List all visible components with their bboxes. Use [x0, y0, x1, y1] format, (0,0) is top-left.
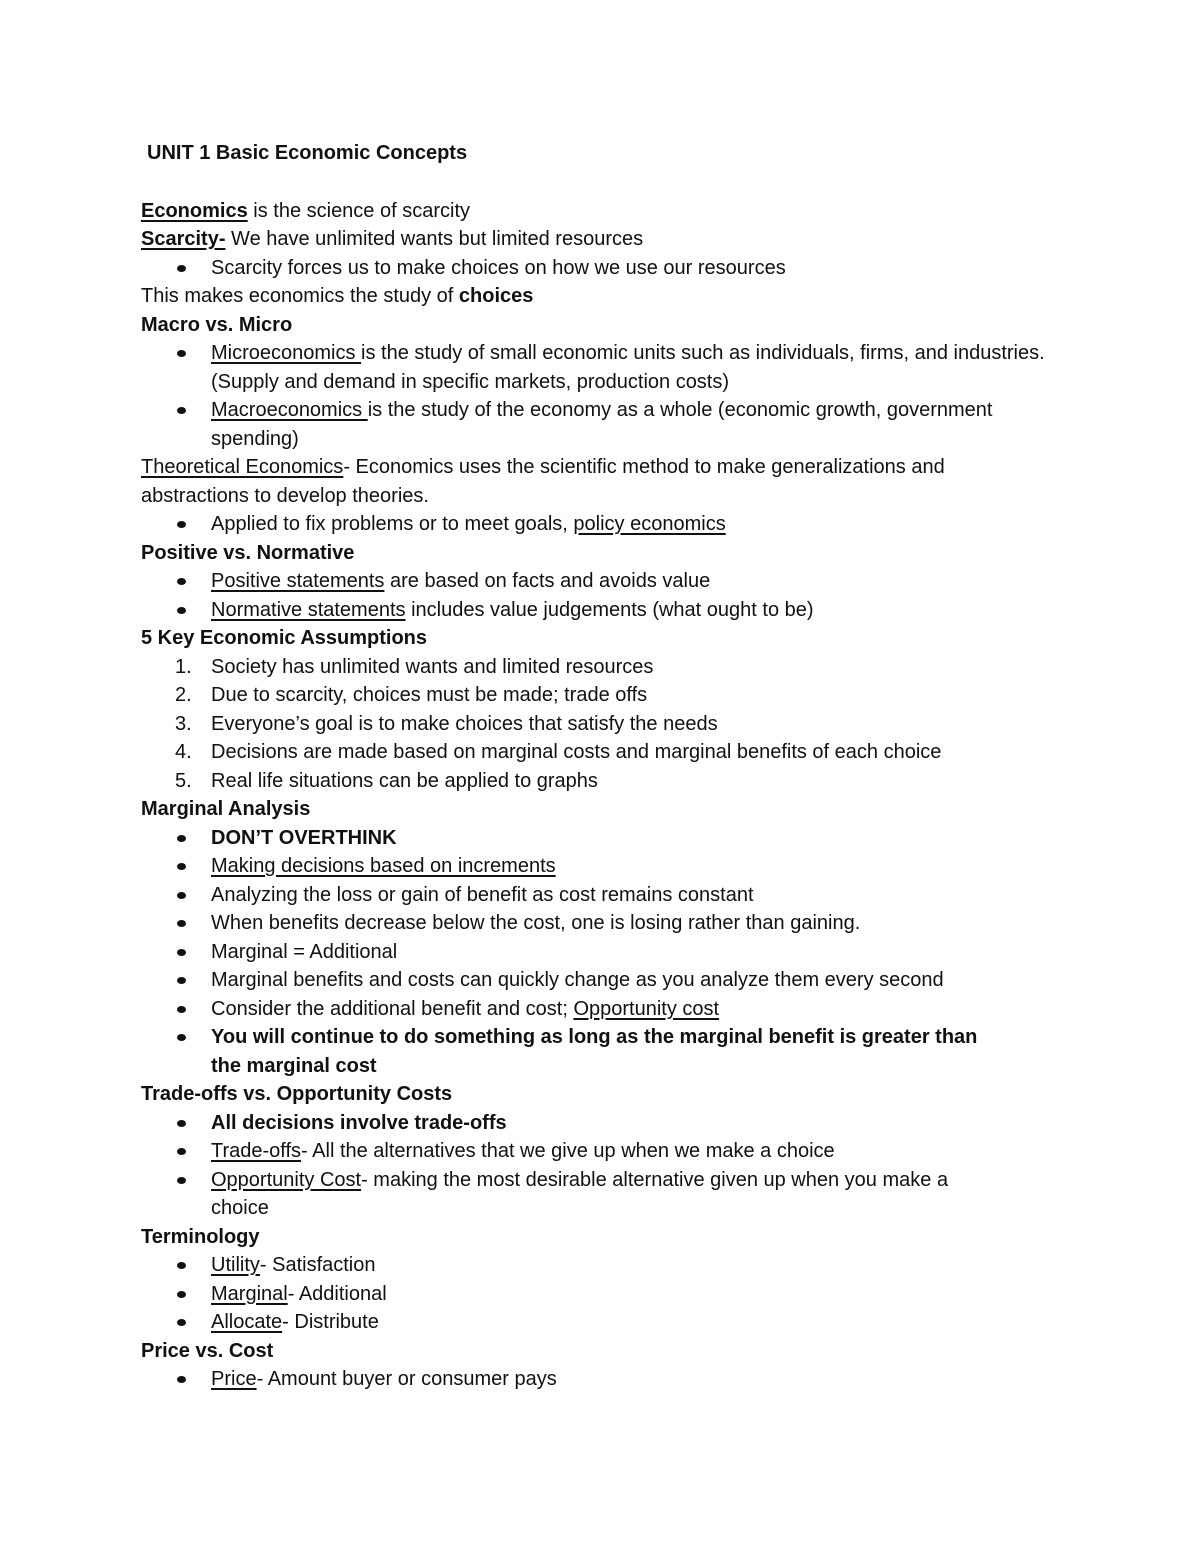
bullet-icon — [177, 350, 186, 357]
list-item: Marginal benefits and costs can quickly change as you analyze them every second — [141, 966, 1081, 995]
bullet-icon — [177, 407, 186, 414]
policy-economics-term: policy economics — [573, 513, 726, 535]
choices-word: choices — [458, 285, 534, 307]
bullet-icon — [177, 1148, 186, 1155]
list-item: Consider the additional benefit and cost; Opportunity cost — [141, 995, 1081, 1024]
list-item: You will continue to do something as long as the marginal benefit is greater than the marginal cost — [141, 1023, 1081, 1080]
scarcity-list — [141, 254, 1081, 283]
economics-term: Economics — [141, 199, 248, 222]
bullet-icon — [177, 892, 186, 899]
document-page — [141, 139, 1081, 1394]
bullet-icon — [177, 1177, 186, 1184]
tradeoffs-term: Trade-offs — [211, 1140, 302, 1162]
list-item: When benefits decrease below the cost, one is losing rather than gaining. — [141, 909, 1081, 938]
list-item: Allocate- Distribute — [141, 1308, 1081, 1337]
list-item: 2. Due to scarcity, choices must be made; trade offs — [175, 684, 648, 706]
bullet-icon — [177, 1376, 186, 1383]
list-item: 1. Society has unlimited wants and limited resources — [175, 655, 654, 678]
theoretical-term: Theoretical Economics — [141, 456, 344, 478]
bullet-icon — [177, 1034, 186, 1041]
macro-micro-list — [141, 339, 1081, 453]
price-term: Price — [211, 1368, 257, 1390]
list-item: Making decisions based on increments — [141, 852, 1081, 881]
normative-term: Normative statements — [211, 598, 406, 621]
list-item: Positive statements are based on facts and avoids value — [141, 567, 1081, 596]
marginal-list — [141, 824, 1081, 1081]
bullet-icon — [177, 1262, 186, 1269]
section-heading-assumptions: 5 Key Economic Assumptions — [141, 627, 427, 649]
section-heading-tradeoffs: Trade-offs vs. Opportunity Costs — [141, 1083, 453, 1105]
list-item: Applied to fix problems or to meet goals, policy economics — [141, 510, 1081, 539]
theoretical-definition-cont: abstractions to develop theories. — [141, 484, 429, 507]
section-heading-terminology: Terminology — [141, 1225, 260, 1248]
list-item: Macroeconomics is the study of the economy as a whole (economic growth, government spending) — [141, 396, 1081, 453]
bullet-icon — [177, 265, 186, 272]
scarcity-definition — [141, 225, 1081, 254]
list-item: 5. Real life situations can be applied to graphs — [175, 769, 598, 792]
terminology-list — [141, 1251, 1081, 1337]
list-item: Utility- Satisfaction — [141, 1251, 1081, 1280]
micro-term: Microeconomics — [211, 342, 362, 364]
list-item: Trade-offs- All the alternatives that we give up when we make a choice — [141, 1137, 1081, 1166]
theoretical-definition: Theoretical Economics- Economics uses the scientific method to make generalizations and — [141, 456, 945, 478]
section-heading-macro-micro: Macro vs. Micro — [141, 313, 293, 336]
page-title: UNIT 1 Basic Economic Concepts — [147, 142, 468, 164]
theoretical-list — [141, 510, 1081, 539]
economics-definition — [141, 197, 1081, 226]
section-heading-price-cost: Price vs. Cost — [141, 1339, 274, 1362]
opportunity-cost-term: Opportunity cost — [573, 997, 720, 1020]
bullet-icon — [177, 835, 186, 842]
positive-normative-list — [141, 567, 1081, 624]
list-item: Marginal = Additional — [141, 938, 1081, 967]
list-item: 4. Decisions are made based on marginal costs and marginal benefits of each choice — [175, 741, 942, 763]
bullet-icon — [177, 863, 186, 870]
list-item: 3. Everyone’s goal is to make choices that satisfy the needs — [175, 712, 718, 735]
list-item: Normative statements includes value judgements (what ought to be) — [141, 596, 1081, 625]
bullet-icon — [177, 1291, 186, 1298]
bullet-icon — [177, 920, 186, 927]
section-heading-positive-normative: Positive vs. Normative — [141, 541, 355, 564]
list-item: Scarcity forces us to make choices on how we use our resources — [141, 254, 1081, 283]
positive-term: Positive statements — [211, 570, 385, 592]
bullet-icon — [177, 521, 186, 528]
bullet-icon — [177, 977, 186, 984]
list-item: DON’T OVERTHINK — [141, 824, 1081, 853]
scarcity-def: We have unlimited wants but limited resources — [225, 228, 644, 250]
scarcity-term: Scarcity- — [141, 228, 226, 250]
bullet-icon — [177, 607, 186, 614]
list-item: Price- Amount buyer or consumer pays — [141, 1365, 1081, 1394]
bullet-icon — [177, 1120, 186, 1127]
bullet-icon — [177, 578, 186, 585]
list-item: Analyzing the loss or gain of benefit as cost remains constant — [141, 881, 1081, 910]
economics-def: is the science of scarcity — [247, 199, 471, 222]
choices-line: This makes economics the study of choices — [141, 285, 534, 307]
bullet-icon — [177, 1006, 186, 1013]
assumptions-list — [141, 653, 1081, 796]
list-item: Microeconomics is the study of small economic units such as individuals, firms, and industries. (Supply and demand in specific markets, production costs) — [141, 339, 1081, 396]
section-heading-marginal: Marginal Analysis — [141, 798, 311, 820]
list-item: Marginal- Additional — [141, 1280, 1081, 1309]
bullet-icon — [177, 1319, 186, 1326]
list-item: Opportunity Cost- making the most desirable alternative given up when you make a choice — [141, 1166, 1081, 1223]
price-cost-list — [141, 1365, 1081, 1394]
list-item: All decisions involve trade-offs — [141, 1109, 1081, 1138]
bullet-icon — [177, 949, 186, 956]
opportunity-cost-term: Opportunity Cost — [211, 1168, 362, 1191]
tradeoffs-list — [141, 1109, 1081, 1223]
macro-term: Macroeconomics — [211, 399, 368, 421]
